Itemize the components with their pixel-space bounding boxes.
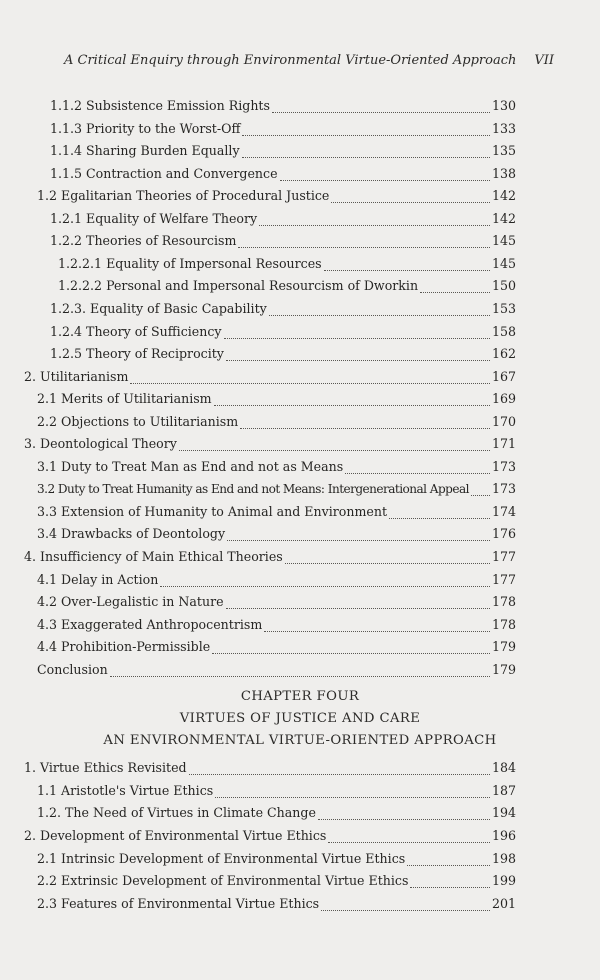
toc-entry-page: 167 — [491, 368, 516, 384]
toc-entry-title: 1.2.5 Theory of Reciprocity — [50, 346, 224, 362]
dot-leader — [226, 598, 490, 609]
toc-entry — [0, 614, 600, 636]
toc-entry-page: 187 — [491, 782, 516, 798]
toc-entry-title: 1.2.2.1 Equality of Impersonal Resources — [58, 255, 322, 271]
dot-leader — [324, 260, 490, 271]
chapter-title: VIRTUES OF JUSTICE AND CARE — [179, 711, 421, 727]
toc-entry-page: 199 — [491, 873, 516, 889]
dot-leader — [420, 282, 490, 293]
toc-entry-title: 1.2.4 Theory of Sufficiency — [50, 323, 222, 339]
toc-entry — [0, 163, 600, 185]
toc-entry-page: 201 — [491, 895, 516, 911]
toc-entry-title: 1.2.1 Equality of Welfare Theory — [50, 210, 258, 226]
toc-entry — [0, 95, 600, 117]
toc-entry-title: 1.1 Aristotle's Virtue Ethics — [37, 782, 214, 798]
toc-entry-page: 177 — [491, 549, 516, 564]
dot-leader — [345, 463, 490, 474]
toc-entry — [0, 366, 600, 388]
toc-entry — [0, 433, 600, 455]
toc-entry-page: 179 — [491, 661, 516, 677]
toc-entry-page: 138 — [491, 165, 516, 181]
dot-leader — [226, 350, 490, 361]
toc-entry-title: 1.2. The Need of Virtues in Climate Change — [37, 805, 316, 821]
toc-entry-title: 2.2 Extrinsic Development of Environmental Virtue Ethics — [37, 873, 409, 889]
toc-entry-page: 145 — [491, 233, 516, 249]
toc-entry-page: 130 — [491, 98, 516, 113]
toc-entry-title: 4.4 Prohibition-Permissible — [37, 639, 211, 655]
toc-entry-page: 142 — [491, 188, 516, 204]
toc-entry — [0, 870, 600, 892]
dot-leader — [160, 576, 490, 587]
dot-leader — [328, 832, 490, 843]
toc-entry — [0, 343, 600, 365]
toc-entry-title: 3. Deontological Theory — [24, 436, 177, 452]
toc-entry — [0, 780, 600, 802]
dot-leader — [238, 237, 490, 248]
toc-entry-title: 1.1.2 Subsistence Emission Rights — [50, 98, 270, 113]
toc-entry-title: 2. Development of Environmental Virtue Ethics — [24, 827, 327, 843]
toc-entry-page: 142 — [491, 210, 516, 226]
toc-entry-page: 171 — [491, 436, 516, 452]
toc-entry-page: 133 — [491, 120, 516, 136]
toc-entry-title: 3.4 Drawbacks of Deontology — [37, 526, 226, 542]
toc-entry — [0, 848, 600, 870]
dot-leader — [389, 508, 490, 519]
toc-entry — [0, 569, 600, 591]
toc-entry — [0, 388, 600, 410]
toc-entry-page: 150 — [491, 278, 516, 294]
toc-entry-page: 145 — [491, 255, 516, 271]
toc-entry — [0, 825, 600, 847]
toc-entry — [0, 298, 600, 320]
toc-entry-title: 1. Virtue Ethics Revisited — [24, 760, 187, 776]
dot-leader — [269, 305, 490, 316]
toc-entry-page: 178 — [491, 616, 516, 632]
toc-entry — [0, 659, 600, 681]
dot-leader — [130, 373, 490, 384]
toc-entry-page: 173 — [491, 458, 516, 474]
toc-entry-title: 4. Insufficiency of Main Ethical Theories — [24, 549, 283, 564]
toc-entry-page: 162 — [491, 346, 516, 362]
toc-entry — [0, 140, 600, 162]
dot-leader — [407, 855, 490, 866]
toc-entry-title: 4.2 Over-Legalistic in Nature — [37, 594, 224, 610]
toc-entry — [0, 893, 600, 915]
chapter-number: CHAPTER FOUR — [240, 689, 360, 705]
toc-entry-page: 135 — [491, 143, 516, 159]
dot-leader — [285, 553, 490, 564]
toc-entry — [0, 411, 600, 433]
dot-leader — [214, 395, 490, 406]
dot-leader — [224, 328, 490, 339]
toc-entry-page: 198 — [491, 850, 516, 866]
toc-entry-title: 1.1.3 Priority to the Worst-Off — [50, 120, 241, 136]
dot-leader — [240, 418, 490, 429]
toc-entry — [0, 456, 600, 478]
toc-entry-title: 4.1 Delay in Action — [37, 571, 159, 587]
toc-entry-page: 158 — [491, 323, 516, 339]
dot-leader — [179, 440, 490, 451]
toc-entry-title: 4.3 Exaggerated Anthropocentrism — [37, 616, 263, 632]
toc-entry — [0, 230, 600, 252]
toc-entry — [0, 478, 600, 500]
toc-entry — [0, 802, 600, 824]
dot-leader — [318, 809, 490, 820]
toc-entry-page: 169 — [491, 391, 516, 407]
toc-entry — [0, 636, 600, 658]
toc-entry-title: 1.1.5 Contraction and Convergence — [50, 165, 278, 181]
toc-entry-page: 194 — [491, 805, 516, 821]
toc-entry-page: 176 — [491, 526, 516, 542]
page-number-roman: VII — [534, 53, 554, 68]
dot-leader — [215, 787, 490, 798]
toc-entry-title: 3.2 Duty to Treat Humanity as End and not Means: Intergenerational Appeal — [37, 482, 469, 497]
toc-entry — [0, 591, 600, 613]
toc-entry-title: 1.2.3. Equality of Basic Capability — [50, 300, 267, 316]
toc-entry — [0, 546, 600, 568]
dot-leader — [264, 621, 490, 632]
dot-leader — [110, 666, 490, 677]
toc-entry-title: 2.3 Features of Environmental Virtue Ethics — [37, 895, 320, 911]
toc-entry-title: 1.2 Egalitarian Theories of Procedural Justice — [37, 188, 330, 204]
dot-leader — [259, 215, 490, 226]
toc-entry — [0, 321, 600, 343]
toc-entry — [0, 253, 600, 275]
dot-leader — [242, 147, 490, 158]
toc-entry-title: 1.1.4 Sharing Burden Equally — [50, 143, 240, 159]
dot-leader — [227, 530, 490, 541]
toc-entry-title: 3.3 Extension of Humanity to Animal and Environment — [37, 503, 388, 519]
dot-leader — [280, 170, 490, 181]
dot-leader — [321, 900, 490, 911]
chapter-subtitle: AN ENVIRONMENTAL VIRTUE-ORIENTED APPROACH — [103, 733, 497, 749]
toc-entry-page: 170 — [491, 413, 516, 429]
toc-entry — [0, 501, 600, 523]
dot-leader — [410, 877, 490, 888]
toc-entry-page: 177 — [491, 571, 516, 587]
dot-leader — [331, 192, 490, 203]
toc-entry — [0, 208, 600, 230]
toc-entry-title: 1.2.2 Theories of Resourcism — [50, 233, 237, 249]
toc-entry-page: 196 — [491, 827, 516, 843]
toc-entry-title: 2.1 Merits of Utilitarianism — [37, 391, 212, 407]
toc-entry — [0, 757, 600, 779]
dot-leader — [242, 125, 490, 136]
toc-entry — [0, 523, 600, 545]
toc-entry-title: 3.1 Duty to Treat Man as End and not as Means — [37, 458, 344, 474]
toc-entry-title: 2.1 Intrinsic Development of Environmental Virtue Ethics — [37, 850, 406, 866]
toc-entry-title: 1.2.2.2 Personal and Impersonal Resourcism of Dworkin — [58, 278, 419, 294]
toc-entry-title: 2.2 Objections to Utilitarianism — [37, 413, 239, 429]
toc-entry-page: 153 — [491, 300, 516, 316]
dot-leader — [212, 643, 490, 654]
dot-leader — [272, 102, 490, 113]
toc-entry-page: 179 — [491, 639, 516, 655]
toc-entry-page: 173 — [491, 481, 516, 497]
running-header-title: A Critical Enquiry through Environmental Virtue-Oriented Approach — [64, 53, 517, 68]
toc-entry — [0, 185, 600, 207]
toc-entry-page: 174 — [491, 503, 516, 519]
dot-leader — [189, 764, 490, 775]
dot-leader — [471, 485, 490, 496]
toc-entry — [0, 118, 600, 140]
toc-entry-title: Conclusion — [37, 661, 108, 677]
toc-entry-page: 178 — [491, 594, 516, 610]
toc-entry-page: 184 — [491, 760, 516, 776]
toc-entry — [0, 275, 600, 297]
toc-entry-title: 2. Utilitarianism — [24, 368, 129, 384]
